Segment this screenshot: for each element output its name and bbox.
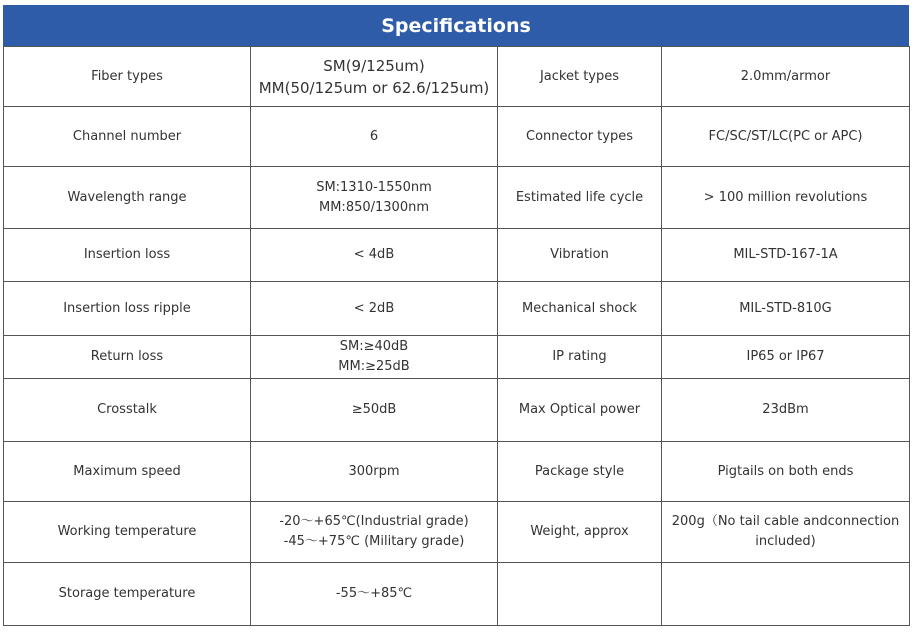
- spec-value: [662, 282, 910, 336]
- spec-value-line: -20～+65℃(Industrial grade): [279, 514, 469, 529]
- spec-value: [662, 379, 910, 442]
- spec-value: [251, 563, 498, 626]
- spec-label: Storage temperature: [4, 563, 251, 626]
- table-row: [4, 563, 910, 626]
- table-row: [4, 379, 910, 442]
- spec-label: Return loss: [4, 336, 251, 379]
- spec-label: [498, 563, 662, 626]
- spec-label: Package style: [498, 442, 662, 502]
- spec-value: [662, 442, 910, 502]
- spec-value-line: MIL-STD-810G: [739, 300, 832, 316]
- table-row: [4, 502, 910, 563]
- spec-value: [662, 107, 910, 167]
- spec-value-line: ≥50dB: [351, 402, 397, 417]
- spec-value: [662, 47, 910, 107]
- spec-value: [251, 442, 498, 502]
- spec-label: Max Optical power: [498, 379, 662, 442]
- spec-label: Weight, approx: [498, 502, 662, 563]
- specifications-table: [3, 46, 910, 626]
- spec-value-line: FC/SC/ST/LC(PC or APC): [708, 128, 863, 144]
- spec-label: Crosstalk: [4, 379, 251, 442]
- spec-label: Channel number: [4, 107, 251, 167]
- spec-value-line: MIL-STD-167-1A: [733, 247, 838, 262]
- spec-value: [251, 47, 498, 107]
- spec-label: Mechanical shock: [498, 282, 662, 336]
- table-row: [4, 167, 910, 229]
- spec-value-line: IP65 or IP67: [746, 349, 825, 364]
- spec-value-line: 6: [369, 128, 379, 144]
- spec-value: [251, 336, 498, 379]
- spec-value-line: -55～+85℃: [335, 586, 413, 601]
- spec-value: [662, 336, 910, 379]
- specifications-title: Specifications: [3, 5, 909, 46]
- table-row: [4, 442, 910, 502]
- table-row: [4, 47, 910, 107]
- spec-value-line: SM(9/125um): [323, 56, 425, 75]
- spec-value-line: MM:850/1300nm: [319, 199, 429, 215]
- spec-label: Connector types: [498, 107, 662, 167]
- spec-label: Jacket types: [498, 47, 662, 107]
- spec-value-line: 200g（No tail cable andconnection: [671, 514, 900, 529]
- spec-label: Maximum speed: [4, 442, 251, 502]
- table-row: [4, 282, 910, 336]
- spec-value-line: -45～+75℃ (Military grade): [283, 534, 465, 549]
- spec-value: [662, 563, 910, 626]
- spec-value: [662, 229, 910, 282]
- table-row: [4, 229, 910, 282]
- spec-value-line: < 4dB: [353, 247, 395, 262]
- spec-value-line: included): [755, 534, 816, 549]
- spec-value: [662, 502, 910, 563]
- spec-value: [251, 167, 498, 229]
- spec-label: Estimated life cycle: [498, 167, 662, 229]
- spec-label: Fiber types: [4, 47, 251, 107]
- spec-value-line: 23dBm: [762, 402, 809, 417]
- spec-value: [662, 167, 910, 229]
- spec-value: [251, 107, 498, 167]
- spec-value-line: MM(50/125um or 62.6/125um): [258, 78, 490, 97]
- spec-label: IP rating: [498, 336, 662, 379]
- spec-label: Insertion loss ripple: [4, 282, 251, 336]
- spec-value-line: 2.0mm/armor: [740, 68, 831, 84]
- spec-value-line: > 100 million revolutions: [703, 189, 868, 205]
- spec-value-line: MM:≥25dB: [338, 359, 410, 374]
- spec-label: Wavelength range: [4, 167, 251, 229]
- spec-value-line: 300rpm: [348, 463, 400, 479]
- spec-value: [251, 502, 498, 563]
- spec-label: Insertion loss: [4, 229, 251, 282]
- spec-value: [251, 229, 498, 282]
- spec-value: [251, 282, 498, 336]
- spec-value-line: SM:1310-1550nm: [316, 179, 432, 195]
- spec-value-line: SM:≥40dB: [339, 339, 409, 354]
- specifications-panel: [3, 5, 909, 626]
- spec-value-line: < 2dB: [353, 300, 395, 316]
- spec-value: [251, 379, 498, 442]
- table-row: [4, 107, 910, 167]
- spec-value-line: Pigtails on both ends: [717, 463, 854, 479]
- spec-label: Working temperature: [4, 502, 251, 563]
- spec-label: Vibration: [498, 229, 662, 282]
- table-row: [4, 336, 910, 379]
